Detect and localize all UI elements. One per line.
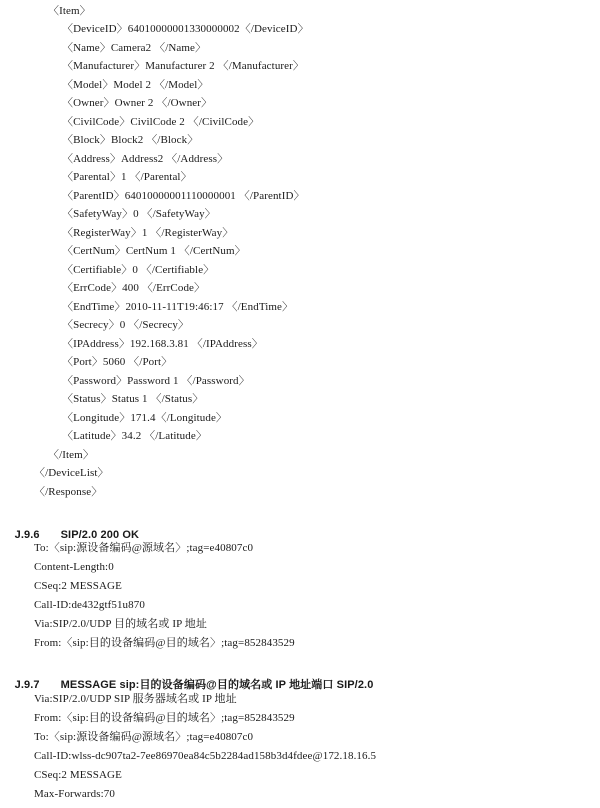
sip-header-line: Via:SIP/2.0/UDP SIP 服务器域名或 IP 地址 xyxy=(34,693,237,705)
sip-header-line: Content-Length:0 xyxy=(34,561,114,573)
xml-line: 〈IPAddress〉192.168.3.81 〈/IPAddress〉 xyxy=(62,338,263,350)
xml-line: 〈ParentID〉64010000001110000001 〈/ParentID〉 xyxy=(62,190,305,202)
xml-line: 〈Password〉Password 1 〈/Password〉 xyxy=(62,375,250,387)
sip-header-line: Call-ID:de432gtf51u870 xyxy=(34,599,145,611)
xml-line: 〈Port〉5060 〈/Port〉 xyxy=(62,356,173,368)
xml-line: 〈Certifiable〉0 〈/Certifiable〉 xyxy=(62,264,215,276)
xml-line: 〈Status〉Status 1 〈/Status〉 xyxy=(62,393,204,405)
xml-line: 〈Name〉Camera2 〈/Name〉 xyxy=(62,42,207,54)
xml-line: 〈Block〉Block2 〈/Block〉 xyxy=(62,134,199,146)
sip-header-line: CSeq:2 MESSAGE xyxy=(34,769,122,781)
xml-line: 〈CivilCode〉CivilCode 2 〈/CivilCode〉 xyxy=(62,116,260,128)
xml-line: 〈Model〉Model 2 〈/Model〉 xyxy=(62,79,209,91)
sip-header-line: Via:SIP/2.0/UDP 目的域名或 IP 地址 xyxy=(34,618,207,630)
sip-header-line: From:〈sip:目的设备编码@目的域名〉;tag=852843529 xyxy=(34,637,295,649)
sip-header-line: Max-Forwards:70 xyxy=(34,788,115,800)
sip-header-line: Call-ID:wlss-dc907ta2-7ee86970ea84c5b2284ad158b3d4fdee@172.18.16.5 xyxy=(34,750,377,762)
sip-header-line: To:〈sip:源设备编码@源域名〉;tag=e40807c0 xyxy=(34,731,254,743)
xml-line: 〈ErrCode〉400 〈/ErrCode〉 xyxy=(62,282,206,294)
xml-line: 〈Address〉Address2 〈/Address〉 xyxy=(62,153,229,165)
xml-line: 〈/Response〉 xyxy=(34,486,103,498)
sip-header-line: CSeq:2 MESSAGE xyxy=(34,580,122,592)
section-title: MESSAGE sip:目的设备编码@目的域名或 IP 地址端口 SIP/2.0 xyxy=(60,679,374,691)
xml-line: 〈Parental〉1 〈/Parental〉 xyxy=(62,171,192,183)
sip-header-line: To:〈sip:源设备编码@源域名〉;tag=e40807c0 xyxy=(34,542,254,554)
xml-line: 〈Item〉 xyxy=(48,5,91,17)
section-number: J.9.7 xyxy=(14,679,40,691)
section-title: SIP/2.0 200 OK xyxy=(60,529,140,541)
xml-line: 〈RegisterWay〉1 〈/RegisterWay〉 xyxy=(62,227,234,239)
xml-line: 〈/Item〉 xyxy=(48,449,94,461)
xml-line: 〈Longitude〉171.4〈/Longitude〉 xyxy=(62,412,228,424)
xml-line: 〈Owner〉Owner 2 〈/Owner〉 xyxy=(62,97,213,109)
xml-line: 〈Manufacturer〉Manufacturer 2 〈/Manufacturer〉 xyxy=(62,60,305,72)
xml-line: 〈SafetyWay〉0 〈/SafetyWay〉 xyxy=(62,208,216,220)
section-number: J.9.6 xyxy=(14,529,40,541)
xml-line: 〈/DeviceList〉 xyxy=(34,467,109,479)
xml-line: 〈CertNum〉CertNum 1 〈/CertNum〉 xyxy=(62,245,246,257)
sip-header-line: From:〈sip:目的设备编码@目的域名〉;tag=852843529 xyxy=(34,712,295,724)
xml-line: 〈Latitude〉34.2 〈/Latitude〉 xyxy=(62,430,207,442)
xml-line: 〈Secrecy〉0 〈/Secrecy〉 xyxy=(62,319,190,331)
xml-line: 〈DeviceID〉64010000001330000002〈/DeviceID〉 xyxy=(62,23,309,35)
xml-line: 〈EndTime〉2010-11-11T19:46:17 〈/EndTime〉 xyxy=(62,301,294,313)
